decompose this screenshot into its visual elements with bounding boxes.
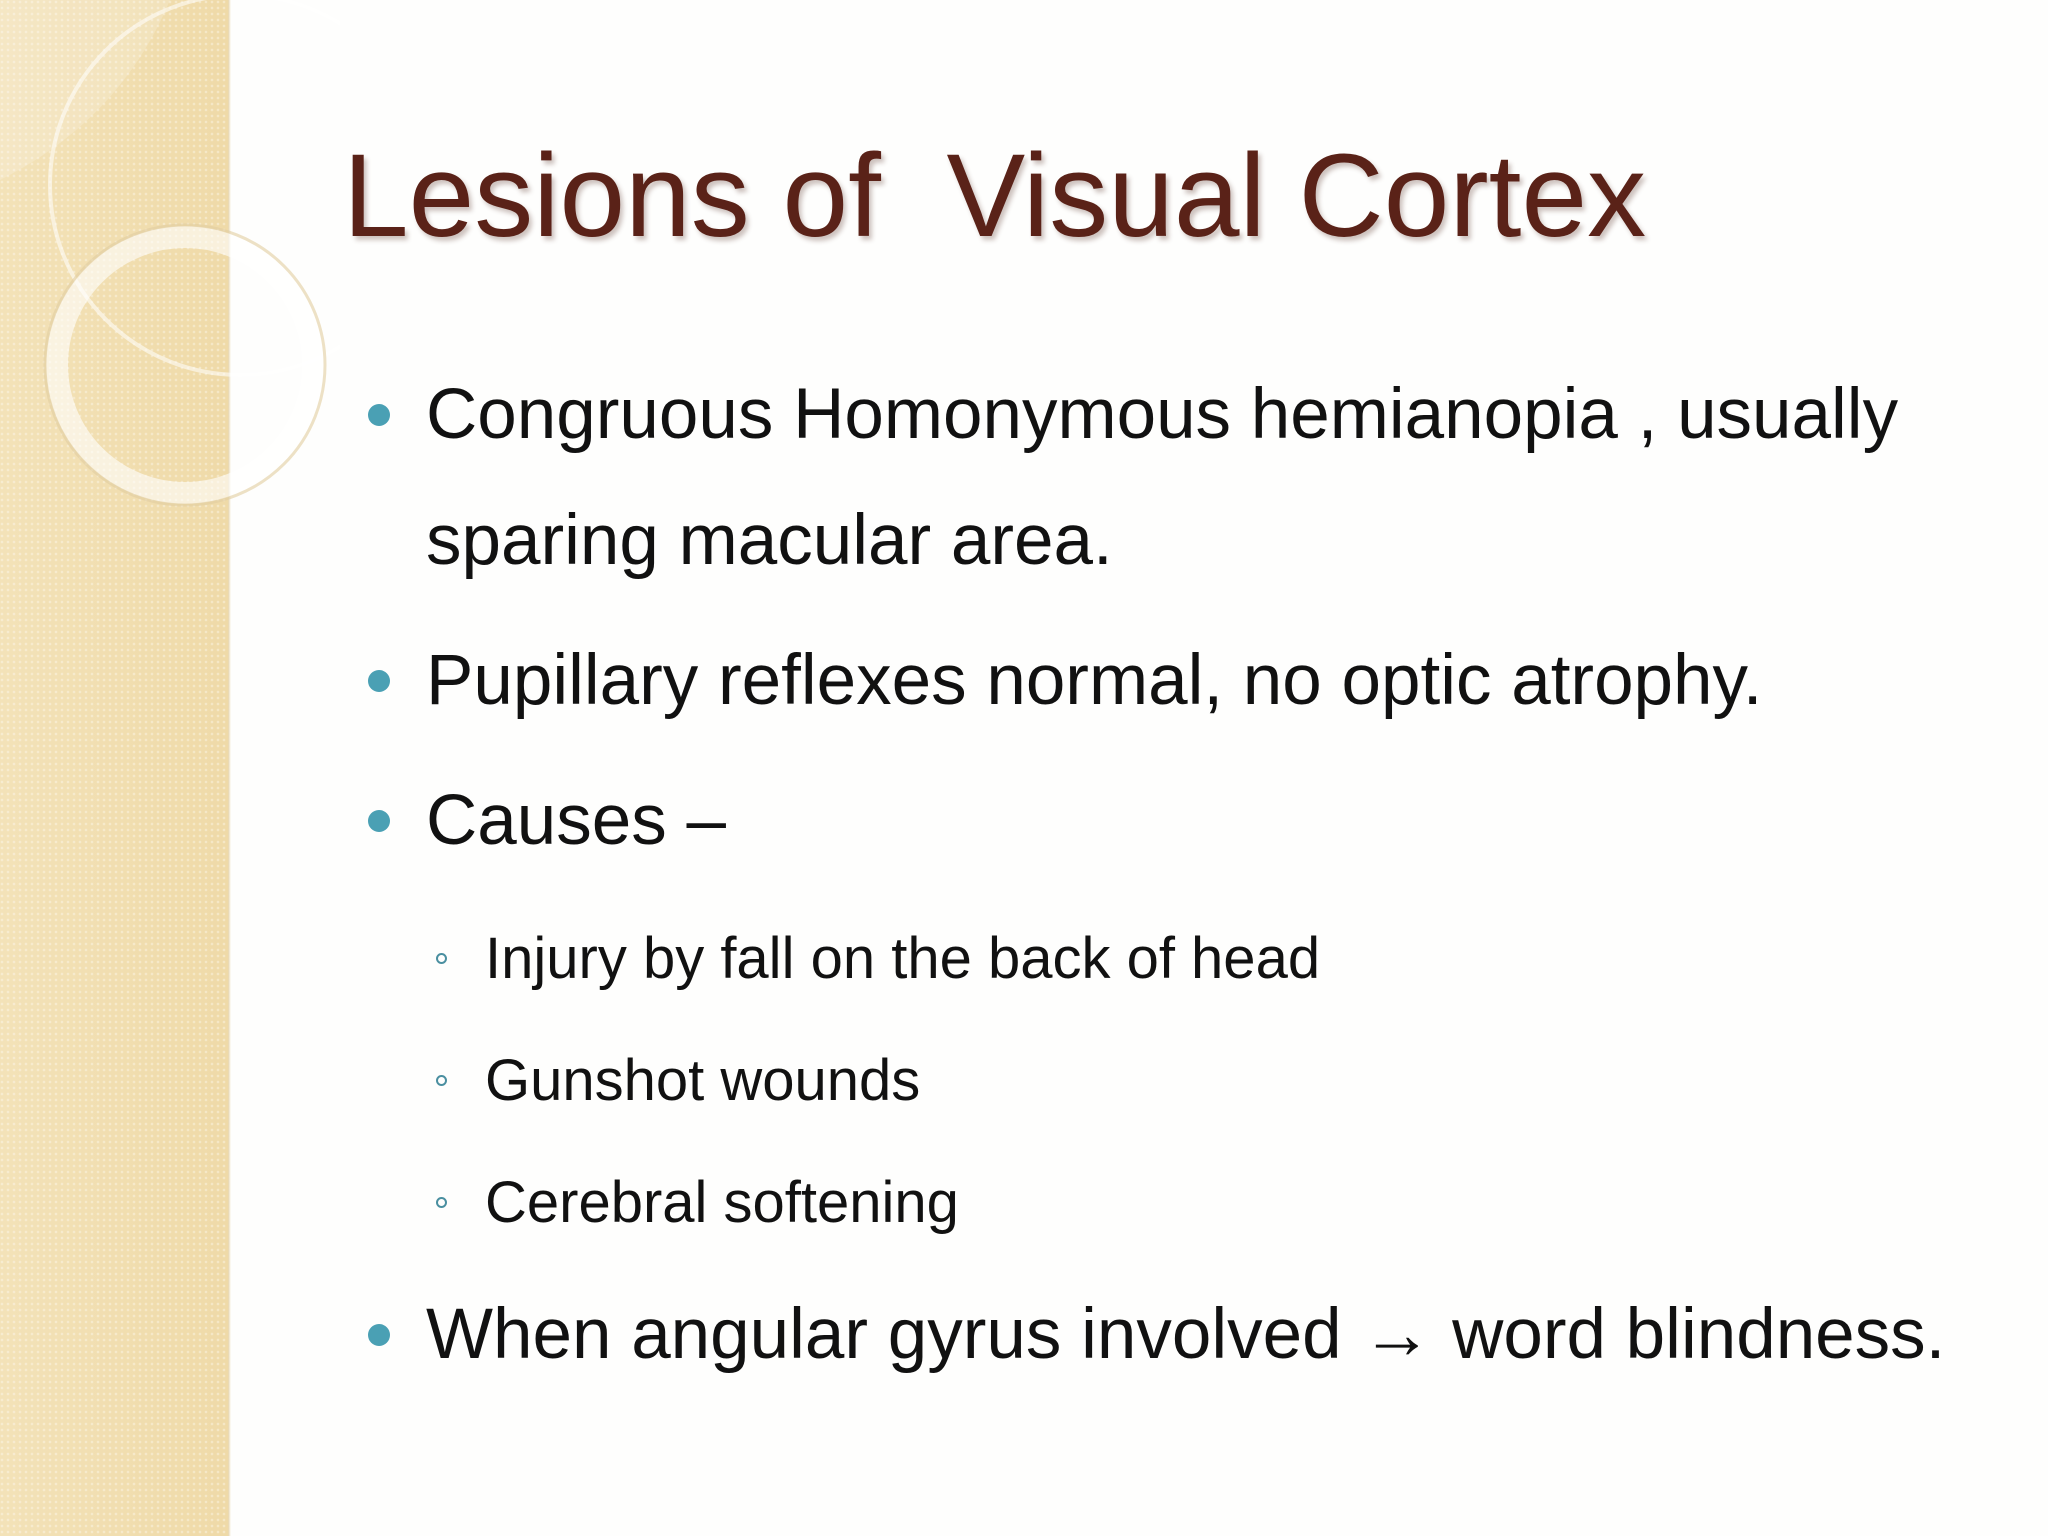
bullet-text: Causes – bbox=[426, 781, 726, 860]
sub-bullet-list bbox=[360, 898, 2000, 1264]
bullet-dot-icon bbox=[368, 404, 390, 426]
bullet-text: Pupillary reflexes normal, no optic atrophy. bbox=[426, 641, 1763, 720]
sub-bullet-item bbox=[360, 898, 2000, 1020]
bullet-dot-icon bbox=[368, 1324, 390, 1346]
bullet-item bbox=[360, 1272, 2000, 1398]
bullet-item bbox=[360, 352, 2000, 604]
slide-title: Lesions of Visual Cortex bbox=[343, 130, 1647, 262]
bullet-dot-icon bbox=[368, 810, 390, 832]
bullet-item bbox=[360, 758, 2000, 884]
sub-bullet-text: Gunshot wounds bbox=[485, 1048, 921, 1113]
bullet-item bbox=[360, 618, 2000, 744]
bullet-text: When angular gyrus involved → word blindness. bbox=[426, 1295, 1946, 1374]
bullet-list bbox=[360, 352, 2000, 1412]
ring-bullet-icon bbox=[436, 1075, 447, 1086]
sub-bullet-text: Injury by fall on the back of head bbox=[485, 926, 1321, 991]
sub-bullet-text: Cerebral softening bbox=[485, 1170, 959, 1235]
sub-bullet-item bbox=[360, 1020, 2000, 1142]
decorative-rings-graphic bbox=[0, 0, 340, 520]
sub-bullet-item bbox=[360, 1142, 2000, 1264]
ring-bullet-icon bbox=[436, 953, 447, 964]
ring-bullet-icon bbox=[436, 1197, 447, 1208]
bullet-dot-icon bbox=[368, 670, 390, 692]
bullet-text: Congruous Homonymous hemianopia , usually sparing macular area. bbox=[426, 375, 1899, 580]
